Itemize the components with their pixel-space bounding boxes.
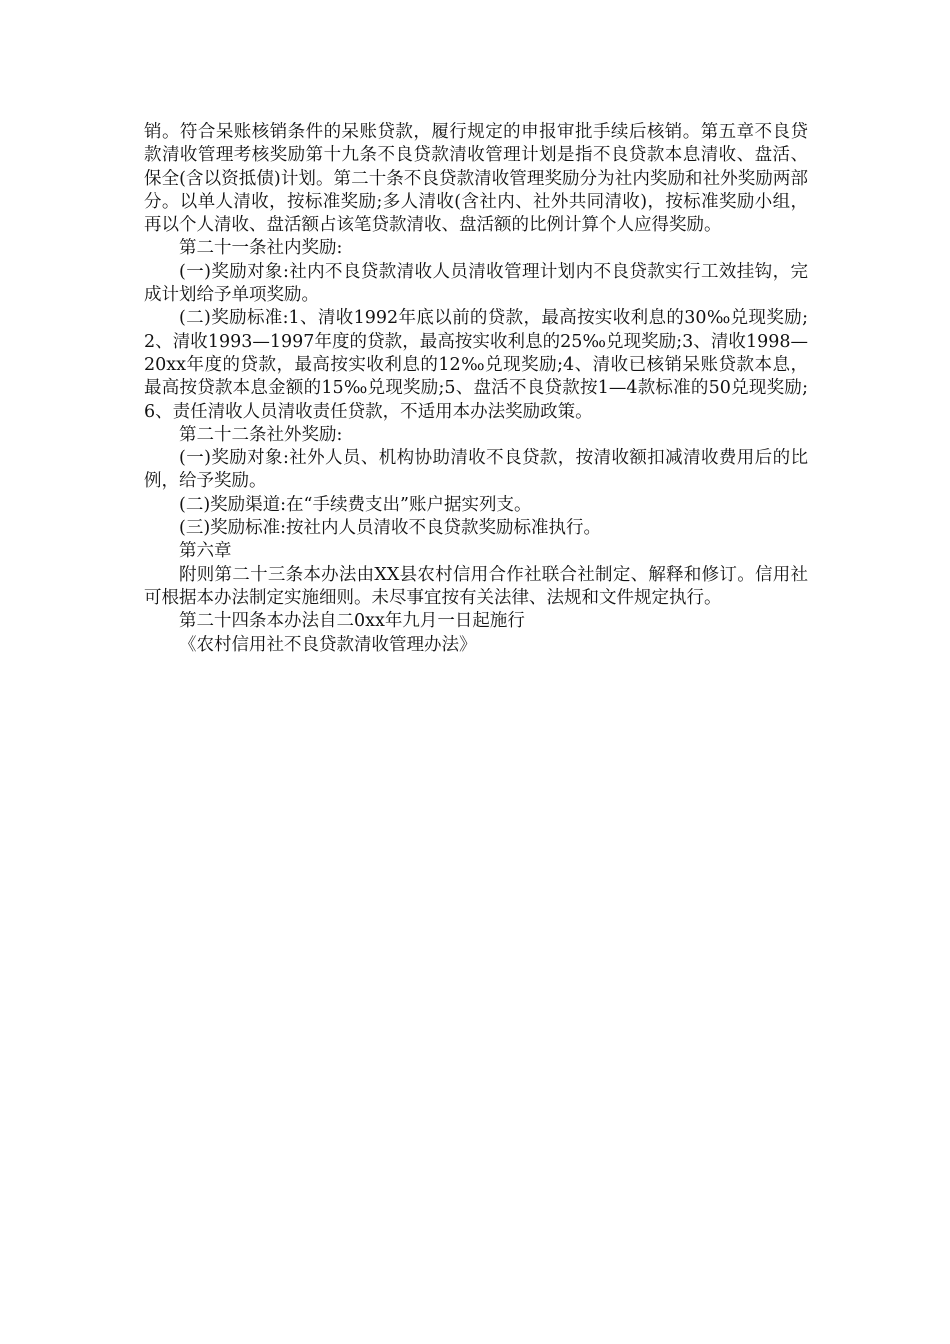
paragraph-document-title: 《农村信用社不良贷款清收管理办法》 bbox=[179, 634, 477, 655]
document-body bbox=[144, 121, 808, 657]
paragraph-article-22-heading: 第二十二条社外奖励: bbox=[179, 424, 343, 445]
paragraph-article-21-item-2: (二)奖励标准:1、清收1992年底以前的贷款，最高按实收利息的30‰兑现奖励;2、清收1993—1997年度的贷款，最高按实收利息的25‰兑现奖励;3、清收1998—20xx年度的贷款，最高按实收利息的12‰兑现奖励;4、清收已核销呆账贷款本息，最高按贷款本息金额的15‰兑现奖励;5、盘活不良贷款按1—4款标准的50兑现奖励;6、责任清收人员清收责任贷款，不适用本办法奖励政策。 bbox=[144, 308, 808, 422]
paragraph-chapter-five: 销。符合呆账核销条件的呆账贷款，履行规定的申报审批手续后核销。第五章不良贷款清收管理考核奖励第十九条不良贷款清收管理计划是指不良贷款本息清收、盘活、保全(含以资抵债)计划。第二十条不良贷款清收管理奖励分为社内奖励和社外奖励两部分。以单人清收，按标准奖励;多人清收(含社内、社外共同清收)，按标准奖励小组，再以个人清收、盘活额占该笔贷款清收、盘活额的比例计算个人应得奖励。 bbox=[144, 122, 808, 236]
paragraph-article-21-item-1: (一)奖励对象:社内不良贷款清收人员清收管理计划内不良贷款实行工效挂钩，完成计划给予单项奖励。 bbox=[144, 261, 808, 306]
paragraph-article-23: 附则第二十三条本办法由XX县农村信用合作社联合社制定、解释和修订。信用社可根据本办法制定实施细则。未尽事宜按有关法律、法规和文件规定执行。 bbox=[144, 564, 808, 608]
paragraph-article-22-item-1: (一)奖励对象:社外人员、机构协助清收不良贷款，按清收额扣减清收费用后的比例，给予奖励。 bbox=[144, 448, 808, 492]
paragraph-article-22-item-2: (二)奖励渠道:在“手续费支出”账户据实列支。 bbox=[179, 494, 532, 515]
paragraph-chapter-six: 第六章 bbox=[179, 541, 232, 562]
paragraph-article-24: 第二十四条本办法自二0xx年九月一日起施行 bbox=[179, 611, 525, 632]
paragraph-article-21-heading: 第二十一条社内奖励: bbox=[179, 238, 343, 259]
paragraph-article-22-item-3: (三)奖励标准:按社内人员清收不良贷款奖励标准执行。 bbox=[179, 518, 602, 539]
